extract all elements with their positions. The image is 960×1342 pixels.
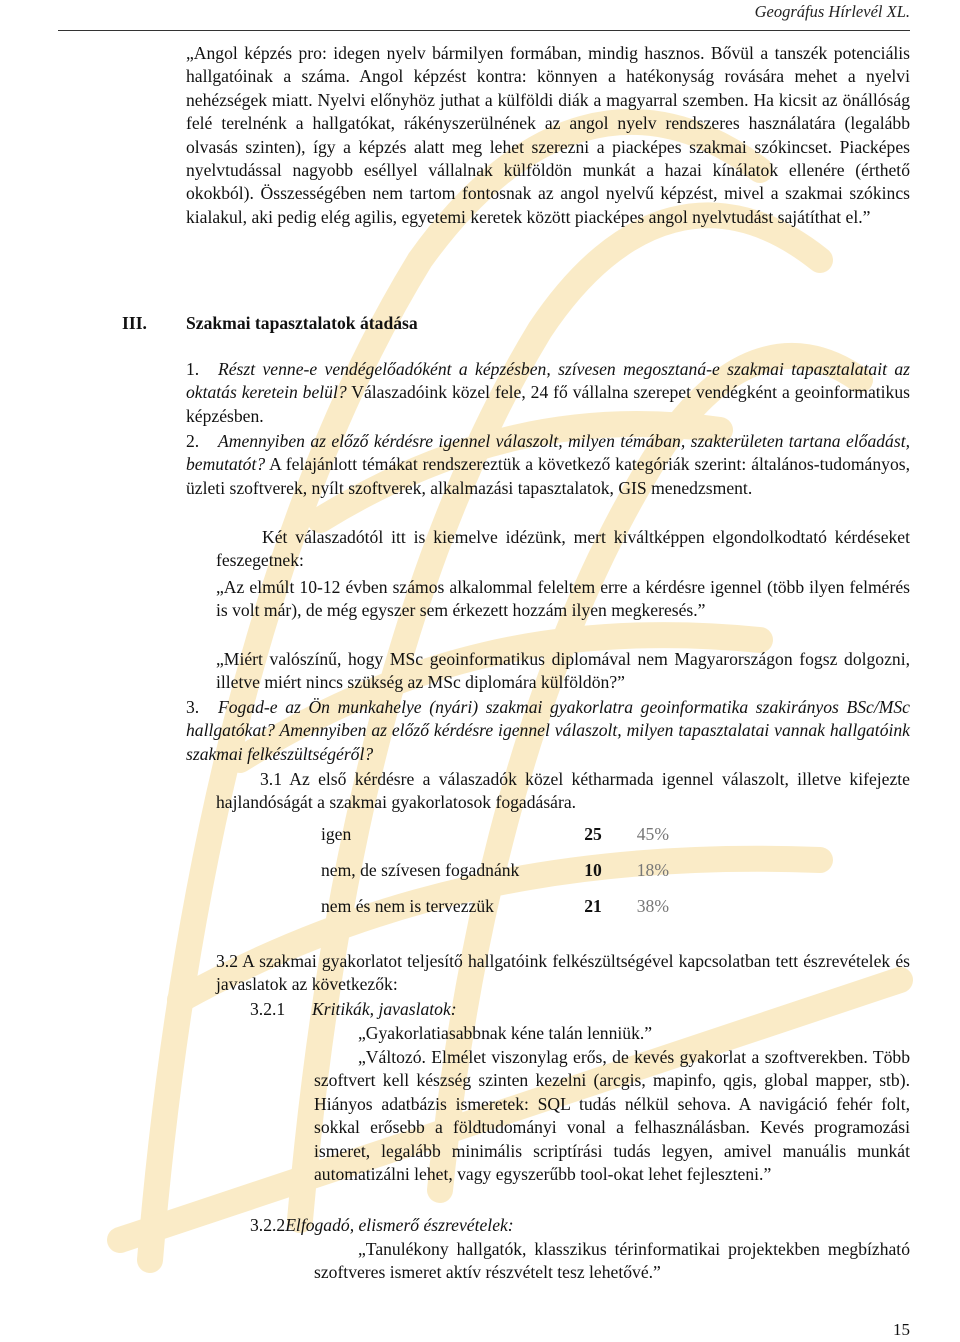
section-title: Szakmai tapasztalatok átadása [186,313,418,333]
running-header: Geográfus Hírlevél XL. [754,2,910,21]
question-3-number: 3. [186,697,200,717]
question-3-text: Fogad-e az Ön munkahelye (nyári) szakmai gyakorlatra geoinformatika szakirányos BSc/MSc hallgatókat? Amennyiben az előző kérdésre igennel válaszolt, milyen tapasztalatai vannak hallgatóink szakmai felkészültségéről? [186,697,910,764]
question-3 [186,696,910,766]
row-percent: 45% [636,823,669,844]
section-number: III. [122,313,147,333]
page-number: 15 [893,1320,910,1339]
row-count: 21 [584,895,602,916]
subsection-3-1: 3.1 Az első kérdésre a válaszadók közel kétharmada igennel válaszolt, illetve kifejezte hajlandóságát a szakmai gyakorlatosok fogadására. [216,769,910,813]
subsection-3-2-1-number: 3.2.1 [250,999,286,1019]
subsection-3-2-1-heading [250,998,910,1021]
question-2 [186,430,910,500]
row-label: igen [321,823,352,844]
praise-quote-1: „Tanulékony hallgatók, klasszikus térinformatikai projektekben megbízható szoftveres ismeret aktív részvételt tesz lehetővé.” [314,1239,910,1283]
subsection-3-2-2-heading [250,1214,910,1237]
quote-paragraph: „Angol képzés pro: idegen nyelv bármilyen formában, mindig hasznos. Bővül a tanszék potenciális hallgatóinak a száma. Angol képzést kontra: könnyen a hatékonyság rovására mehet a nyelvi nehézségek miatt. Nyelvi előnyhöz juthat a külföldi diák a magyarral szemben. Ha kicsit az önállóság felé terelnénk a hallgatókat, rákényszerülnének az angol nyelv rendszeres használatára (legalább olvasás szinten), így a képzés alatt meg lehet szerezni a piacképes szakmai szókincset. Piacképes nyelvtudással nagyobb eséllyel vállalnak külföldön munkát a hazai kínálatok ellenére (érthető okokból). Összességében nem tartom fontosnak az angol nyelvű képzést, mivel a szakmai szókincs kialakul, aki pedig elég agilis, egyetemi keretek között piacképes angol nyelvtudást sajátíthat el.” [186,43,910,227]
header-rule [58,30,910,31]
question-1-answer: Válaszadóink közel fele, 24 fő vállalna szerepet vendégként a geoinformatikus képzésben. [186,382,910,426]
row-percent: 38% [636,895,669,916]
quote-2: „Miért valószínű, hogy MSc geoinformatikus diplomával nem Magyarországon fogsz dolgozni, illetve miért nincs szükség az MSc diplomára külföldön?” [216,649,910,693]
row-count: 10 [584,859,602,880]
table-row [315,816,675,852]
subsection-3-2: 3.2 A szakmai gyakorlatot teljesítő hallgatóink felkészültségével kapcsolatban tett észrevételek és javaslatok az következők: [216,951,910,995]
subsection-3-2-2-title: Elfogadó, elismerő észrevételek: [285,1215,514,1235]
critique-quote-2: „Változó. Elmélet viszonylag erős, de kevés gyakorlat a szoftverekben. Több szoftvert kell készség szinten kezelni (arcgis, mapinfo, qgis, global mapper, stb). Hiányos adatbázis ismeretek: SQL tudás nélkül sehova. A navigáció fehér folt, sokkal erősebb a földtudományi vonal a felhasználásban. Kevés programozási ismeret, legalább minimális scriptírási tudás legyen, amivel manuális munkát automatizálni lehet, vagy egyszerűbb tool-okat lehet fejleszteni.” [314,1047,910,1185]
question-1-number: 1. [186,359,200,379]
critique-quote-1: „Gyakorlatiasabbnak kéne talán lenniük.” [358,1023,653,1043]
question-2-text: Amennyiben az előző kérdésre igennel válaszolt, milyen témában, szakterületen tartana előadást, bemutatót? [186,431,910,475]
table-row [315,852,675,888]
question-2-number: 2. [186,431,200,451]
row-label: nem, de szívesen fogadnánk [321,859,520,880]
row-percent: 18% [636,859,669,880]
subsection-3-2-1-title: Kritikák, javaslatok: [312,999,457,1019]
row-count: 25 [584,823,602,844]
results-table [315,816,675,924]
row-label: nem és nem is tervezzük [321,895,494,916]
table-row [315,888,675,924]
question-1-text: Részt venne-e vendégelőadóként a képzésben, szívesen megosztaná-e szakmai tapasztalatait az oktatás keretein belül? [186,359,910,403]
subsection-3-2-2-number: 3.2.2 [250,1215,286,1235]
question-2-answer: A felajánlott témákat rendszereztük a következő kategóriák szerint: általános-tudományos, üzleti szoftverek, nyílt szoftverek, alkalmazási tapasztalatok, GIS menedzsment. [186,454,910,498]
quote-1: „Az elmúlt 10-12 évben számos alkalommal feleltem erre a kérdésre igennel (több ilyen felmérés is volt már), de még egyszer sem érkezett hozzám ilyen megkeresés.” [216,577,910,621]
question-2-intro: Két válaszadótól itt is kiemelve idézünk, mert kiváltképpen elgondolkodtató kérdéseket feszegetnek: [216,527,910,571]
question-1 [186,358,910,428]
